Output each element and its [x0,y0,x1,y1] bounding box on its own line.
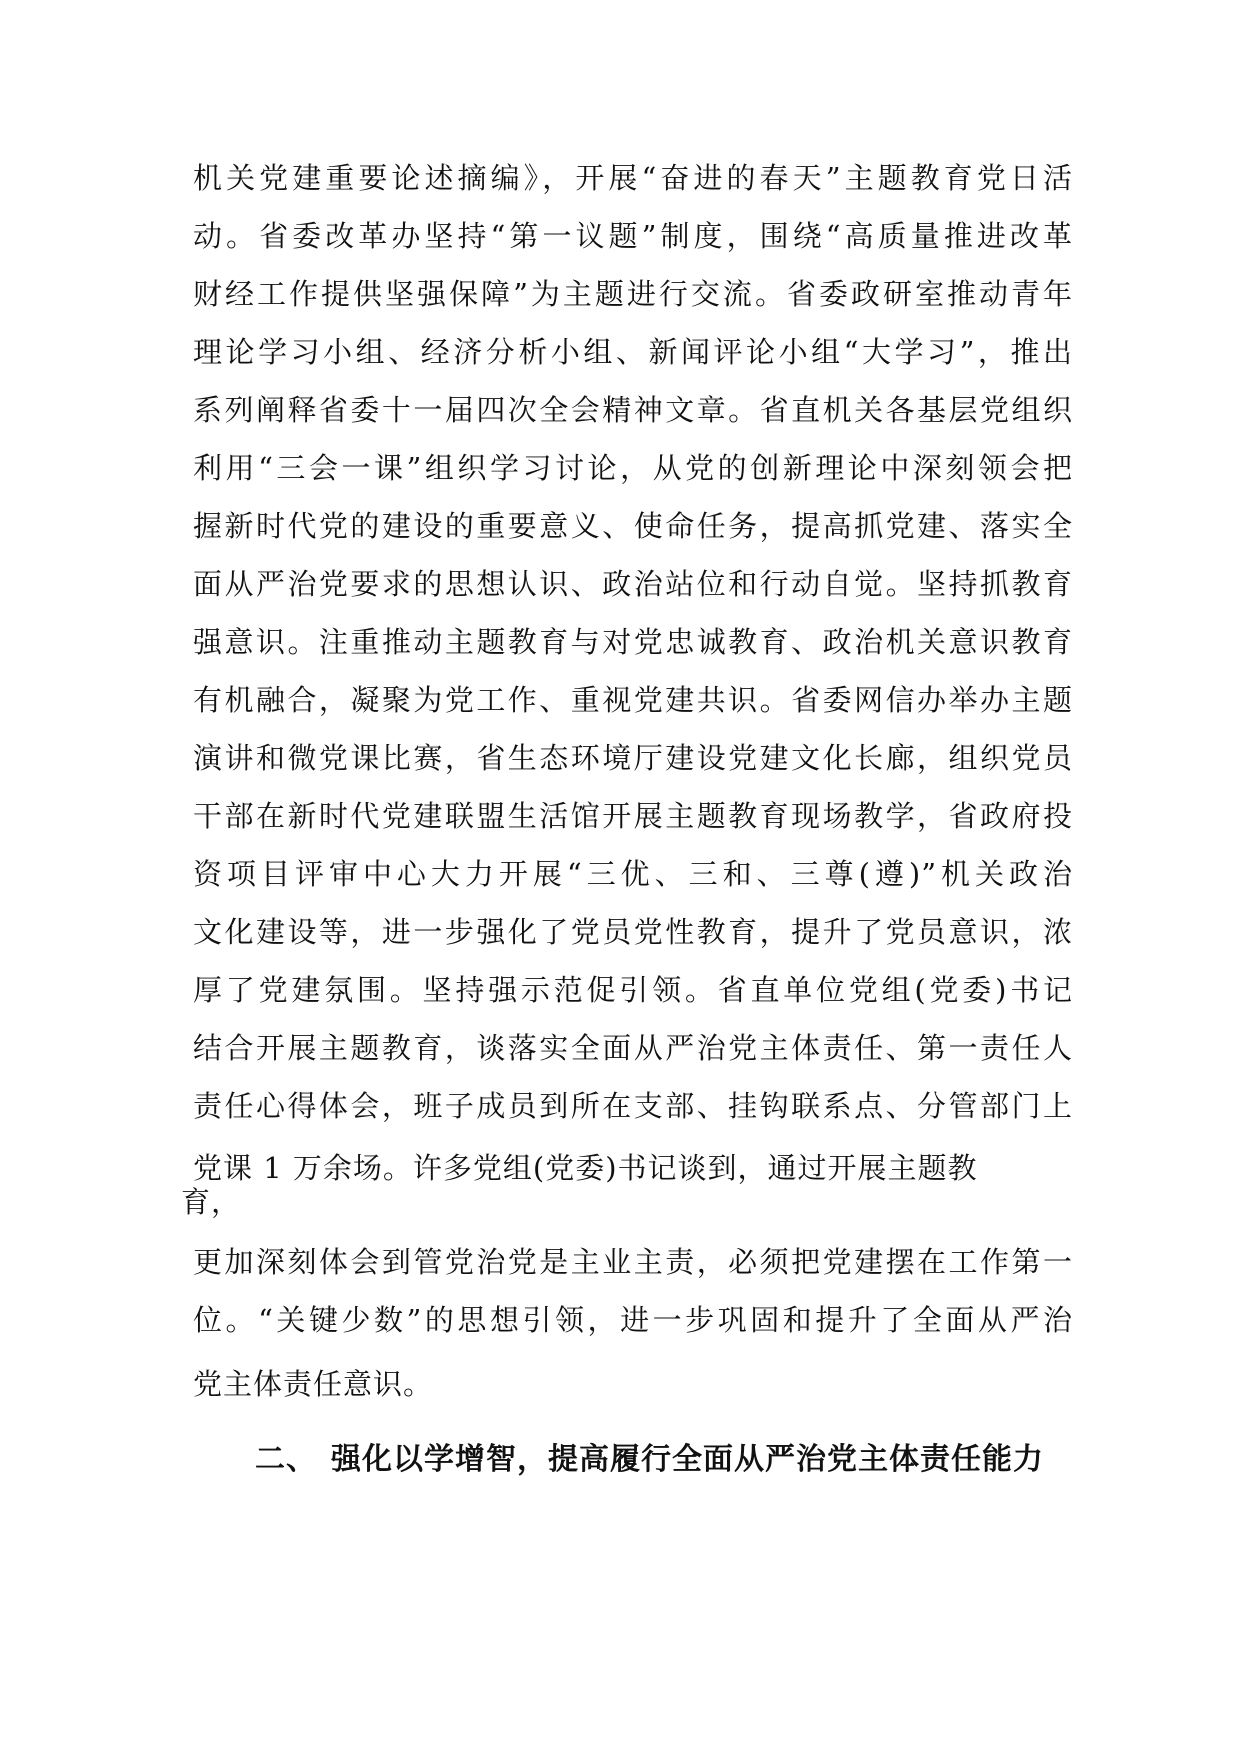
body-line: 强意识。注重推动主题教育与对党忠诚教育、政治机关意识教育 [193,625,1073,659]
body-line: 更加深刻体会到管党治党是主业主责，必须把党建摆在工作第一 [193,1245,1073,1279]
body-line: 有机融合，凝聚为党工作、重视党建共识。省委网信办举办主题 [193,683,1073,717]
body-line: 文化建设等，进一步强化了党员党性教育，提升了党员意识，浓 [193,915,1073,949]
body-line: 责任心得体会，班子成员到所在支部、挂钩联系点、分管部门上 [193,1089,1073,1123]
body-line: 面从严治党要求的思想认识、政治站位和行动自觉。坚持抓教育 [193,567,1073,601]
body-line: 理论学习小组、经济分析小组、新闻评论小组“大学习”，推出 [193,335,1073,369]
body-line: 位。“关键少数”的思想引领，进一步巩固和提升了全面从严治 [193,1303,1073,1337]
body-line: 结合开展主题教育，谈落实全面从严治党主体责任、第一责任人 [193,1031,1073,1065]
body-line: 财经工作提供坚强保障”为主题进行交流。省委政研室推动青年 [193,277,1073,311]
body-line: 系列阐释省委十一届四次全会精神文章。省直机关各基层党组织 [193,393,1073,427]
section-heading [255,1440,1075,1480]
body-line: 资项目评审中心大力开展“三优、三和、三尊(遵)”机关政治 [193,857,1073,891]
body-line: 党主体责任意识。 [193,1367,434,1401]
body-line: 党课 1 万余场。许多党组(党委)书记谈到，通过开展主题教 [193,1151,978,1185]
body-line: 利用“三会一课”组织学习讨论，从党的创新理论中深刻领会把 [193,451,1073,485]
body-line: 育， [181,1185,242,1219]
body-line: 干部在新时代党建联盟生活馆开展主题教育现场教学，省政府投 [193,799,1073,833]
section-title: 强化以学增智，提高履行全面从严治党主体责任能力 [331,1442,1044,1477]
body-line: 握新时代党的建设的重要意义、使命任务，提高抓党建、落实全 [193,509,1073,543]
body-line: 机关党建重要论述摘编》，开展“奋进的春天”主题教育党日活 [193,161,1073,195]
section-number: 二、 [255,1442,317,1477]
body-line: 动。省委改革办坚持“第一议题”制度，围绕“高质量推进改革 [193,219,1073,253]
body-line: 演讲和微党课比赛，省生态环境厅建设党建文化长廊，组织党员 [193,741,1073,775]
body-line: 厚了党建氛围。坚持强示范促引领。省直单位党组(党委)书记 [193,973,1073,1007]
